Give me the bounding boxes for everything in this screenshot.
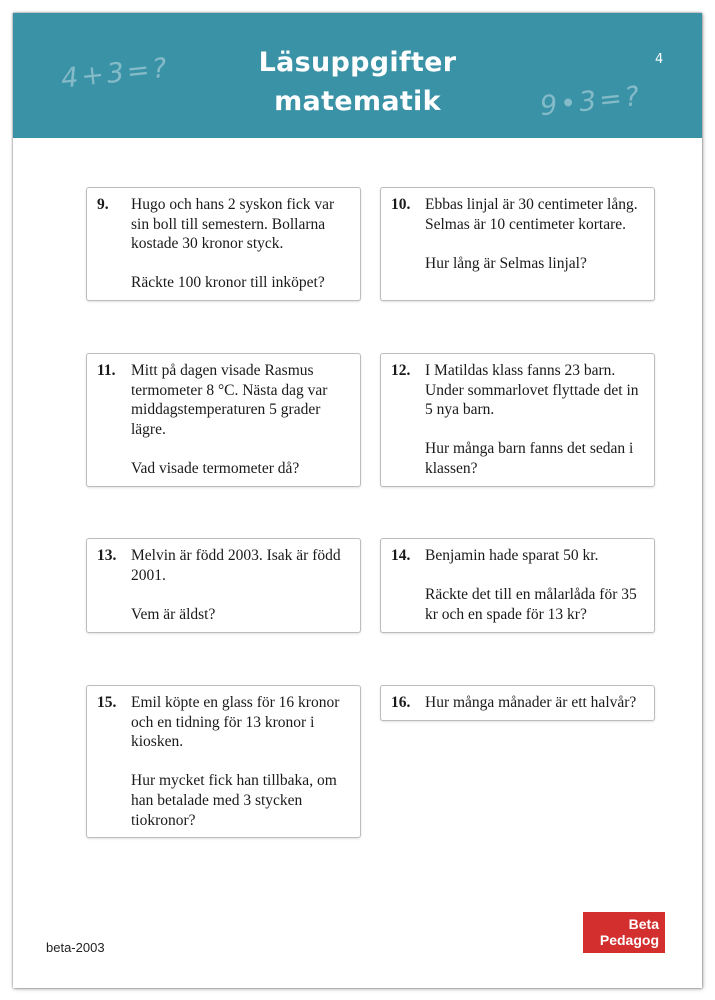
task-text: Melvin är född 2003. Isak är född 2001.	[131, 547, 341, 584]
task-text: Benjamin hade sparat 50 kr.	[425, 547, 599, 564]
task-question: Hur lång är Selmas linjal?	[425, 254, 587, 272]
task-question: Hur många månader är ett halvår?	[425, 694, 637, 711]
chalk-equation-right: 9•3=?	[538, 80, 644, 123]
task-question: Vad visade termometer då?	[131, 459, 300, 477]
task-card-16	[380, 685, 655, 721]
page-title-line2: matematik	[274, 86, 441, 117]
task-card-13	[86, 538, 361, 633]
worksheet-page	[13, 13, 702, 988]
logo-line2: Pedagog	[599, 932, 659, 948]
task-text: I Matildas klass fanns 23 barn. Under sommarlovet flyttade det in 5 nya barn.	[425, 362, 639, 419]
task-number: 14.	[391, 547, 411, 564]
task-number: 16.	[391, 694, 411, 711]
page-title-line1: Läsuppgifter	[258, 47, 457, 78]
task-card-12	[380, 353, 655, 487]
task-card-11	[86, 353, 361, 487]
task-text: Emil köpte en glass för 16 kronor och en tidning för 13 kronor i kiosken.	[131, 694, 340, 751]
task-question: Räckte 100 kronor till inköpet?	[131, 274, 325, 292]
task-card-14	[380, 538, 655, 633]
task-question: Vem är äldst?	[131, 605, 216, 623]
task-number: 15.	[97, 694, 117, 711]
task-text: Mitt på dagen visade Rasmus termometer 8 °C. Nästa dag var middagstemperaturen 5 grader lägre.	[131, 362, 328, 438]
task-question: Räckte det till en målarlåda för 35 kr och en spade för 13 kr?	[425, 586, 637, 623]
task-card-9	[86, 187, 361, 301]
task-number: 11.	[97, 362, 116, 379]
task-text: Ebbas linjal är 30 centimeter lång. Selmas är 10 centimeter kortare.	[425, 196, 638, 233]
page-number: 4	[655, 52, 664, 67]
task-number: 10.	[391, 196, 411, 213]
logo-line1: Beta	[628, 916, 659, 932]
task-number: 9.	[97, 196, 109, 213]
header-banner	[13, 13, 702, 138]
task-question: Hur många barn fanns det sedan i klassen?	[425, 440, 634, 477]
task-card-10	[380, 187, 655, 301]
task-text: Hugo och hans 2 syskon fick var sin boll till semestern. Bollarna kostade 30 kronor styck.	[131, 196, 335, 253]
task-card-15	[86, 685, 361, 838]
beta-pedagog-logo	[583, 912, 665, 953]
chalk-equation-left: 4+3=?	[59, 52, 172, 95]
task-number: 13.	[97, 547, 117, 564]
footer-code: beta-2003	[46, 940, 105, 955]
task-number: 12.	[391, 362, 411, 379]
task-question: Hur mycket fick han tillbaka, om han betalade med 3 stycken tiokronor?	[131, 772, 337, 829]
